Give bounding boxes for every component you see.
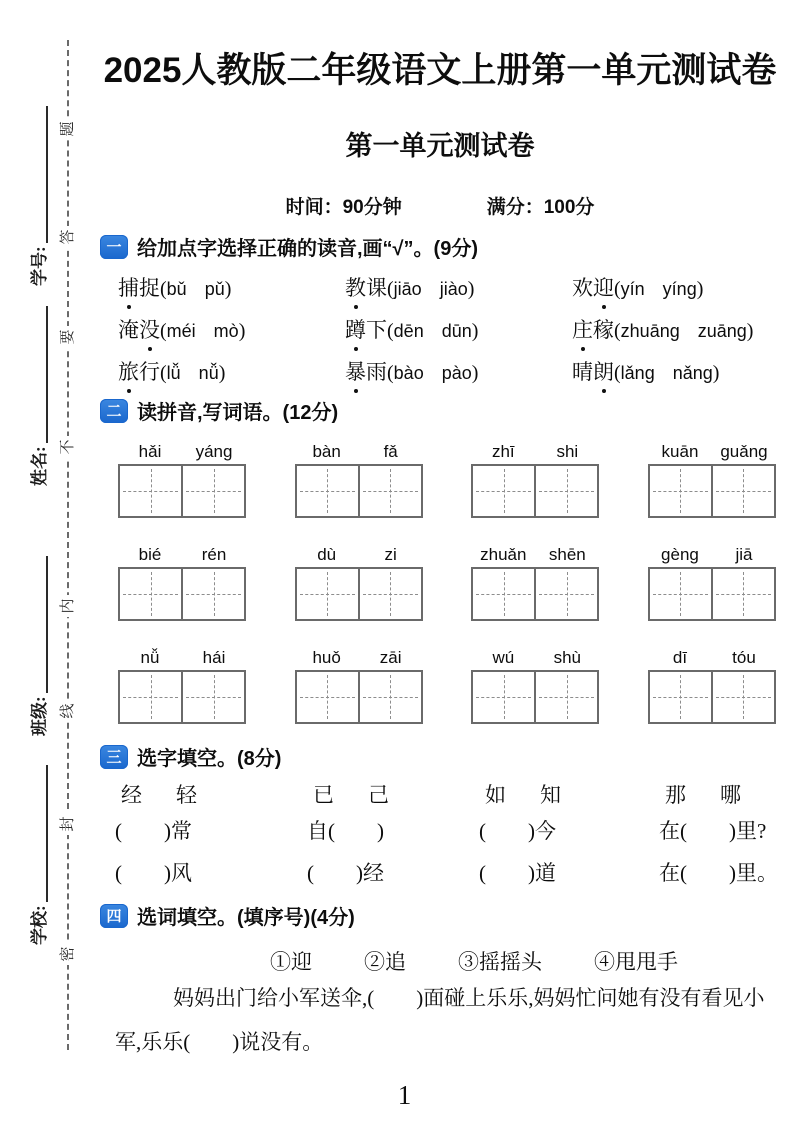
seal-line-char: 内 (57, 595, 79, 617)
writing-grid (118, 567, 246, 621)
pinyin-syllable: guǎng (720, 442, 768, 461)
pinyin-label (648, 648, 776, 668)
section-2-heading (100, 396, 338, 425)
seal-line-char: 要 (57, 326, 79, 348)
writing-cell (358, 466, 421, 516)
field-label: 姓名: (30, 446, 49, 486)
word-pronunciation-item (572, 272, 780, 302)
field-blank-line (42, 306, 48, 443)
choice-char: 哪 (720, 783, 741, 807)
pinyin-syllable: kuān (661, 442, 699, 461)
choice-char: 轻 (176, 783, 197, 807)
close-paren: ) (746, 320, 754, 342)
writing-grid-row (118, 442, 776, 518)
word-char: 晴 (572, 360, 593, 384)
pinyin-syllable: fǎ (383, 442, 398, 461)
pinyin-options: jiāo jiào (393, 279, 468, 299)
pinyin-syllable: rén (201, 545, 227, 564)
writing-grid (118, 670, 246, 724)
writing-grid (648, 464, 776, 518)
word-char: 迎 (593, 272, 614, 302)
seal-line-char: 线 (57, 700, 79, 722)
writing-cell (711, 672, 774, 722)
section-2-writing-grids (118, 442, 776, 751)
pinyin-syllable: bàn (312, 442, 341, 461)
writing-cell (358, 569, 421, 619)
section-1-title: 给加点字选择正确的读音,画“√”。(9分) (137, 238, 478, 260)
pinyin-label (648, 545, 776, 565)
field-label: 学号: (30, 246, 49, 286)
writing-cell (711, 466, 774, 516)
fill-blank: 在( )里? (659, 819, 767, 844)
section-4-options (115, 946, 795, 976)
word-char: 朗 (593, 356, 614, 386)
pinyin-syllable: hái (202, 648, 226, 667)
numbered-option: ①迎 (270, 950, 312, 974)
open-paren: ( (160, 362, 167, 384)
choice-chars (479, 784, 659, 807)
writing-cell (534, 569, 597, 619)
writing-cell (181, 466, 244, 516)
subtitle: 第一单元测试卷 (345, 131, 535, 161)
pinyin-options: lǎng nǎng (620, 363, 713, 383)
numbered-option: ④甩甩手 (594, 950, 678, 974)
pinyin-syllable: shi (556, 442, 579, 461)
choice-column (307, 784, 479, 903)
choice-char: 己 (368, 783, 389, 807)
open-paren: ( (614, 362, 621, 384)
section-1-items (118, 266, 780, 392)
target-word (572, 318, 614, 342)
fill-blank: ( )今 (479, 819, 556, 844)
choice-chars (659, 784, 783, 807)
writing-cell (650, 672, 711, 722)
pinyin-word-block (471, 648, 599, 724)
pinyin-options: méi mò (166, 321, 239, 341)
word-char: 捕 (118, 272, 139, 302)
target-word (345, 276, 387, 300)
writing-grid (295, 567, 423, 621)
open-paren: ( (160, 278, 167, 300)
page-title: 2025人教版二年级语文上册第一单元测试卷 (103, 51, 777, 90)
open-paren: ( (387, 362, 394, 384)
school-field (24, 765, 48, 945)
writing-cell (181, 672, 244, 722)
exam-info (96, 192, 784, 219)
writing-cell (534, 672, 597, 722)
pinyin-syllable: shēn (548, 545, 586, 564)
pinyin-syllable: huǒ (312, 648, 341, 667)
pinyin-label (295, 648, 423, 668)
pinyin-word-block (295, 442, 423, 518)
word-char: 蹲 (345, 314, 366, 344)
word-char: 欢 (572, 276, 593, 300)
choice-column (659, 784, 783, 903)
pinyin-syllable: dù (317, 545, 337, 564)
section-4-heading (100, 901, 355, 930)
close-paren: ) (238, 320, 246, 342)
pinyin-syllable: hǎi (138, 442, 162, 461)
writing-grid (648, 670, 776, 724)
word-pronunciation-item (118, 272, 345, 302)
word-pronunciation-item (572, 356, 780, 386)
choice-char: 经 (121, 783, 142, 807)
target-word (118, 360, 160, 384)
close-paren: ) (471, 320, 479, 342)
writing-grid (295, 464, 423, 518)
pinyin-label (118, 545, 246, 565)
pinyin-syllable: wú (492, 648, 515, 667)
word-char: 暴 (345, 356, 366, 386)
pinyin-options: lǚ nǚ (166, 363, 219, 383)
pinyin-syllable: zāi (379, 648, 402, 667)
seal-line-char: 封 (57, 813, 79, 835)
word-char: 雨 (366, 360, 387, 384)
section-3-columns (115, 784, 783, 903)
section-2-badge: 二 (100, 399, 128, 423)
word-char: 淹 (118, 318, 139, 342)
pinyin-label (118, 442, 246, 462)
section-3-badge: 三 (100, 745, 128, 769)
word-pronunciation-item (345, 314, 572, 344)
pinyin-word-block (471, 545, 599, 621)
pinyin-word-block (471, 442, 599, 518)
numbered-option: ②追 (364, 950, 406, 974)
word-pronunciation-item (572, 314, 780, 344)
writing-cell (297, 672, 358, 722)
class-field (24, 556, 48, 736)
pinyin-label (118, 648, 246, 668)
pinyin-label (471, 648, 599, 668)
pinyin-syllable: tóu (732, 648, 756, 667)
word-pronunciation-item (345, 356, 572, 386)
pinyin-syllable: dī (672, 648, 688, 667)
writing-cell (297, 569, 358, 619)
pinyin-syllable: gèng (661, 545, 699, 564)
time-label: 时间：90分钟 (285, 197, 402, 218)
pinyin-label (295, 442, 423, 462)
pinyin-label (295, 545, 423, 565)
pinyin-word-block (648, 545, 776, 621)
writing-cell (473, 672, 534, 722)
sentence-line: 军,乐乐( )说没有。 (115, 1030, 324, 1054)
numbered-option: ③摇摇头 (458, 950, 542, 974)
field-label: 班级: (30, 696, 49, 736)
pinyin-syllable: nǚ (140, 648, 160, 667)
pinyin-word-block (295, 545, 423, 621)
writing-cell (473, 466, 534, 516)
word-char: 没 (139, 314, 160, 344)
word-char: 庄 (572, 314, 593, 344)
close-paren: ) (224, 278, 232, 300)
fill-blank: ( )经 (307, 861, 384, 886)
pinyin-word-block (295, 648, 423, 724)
close-paren: ) (471, 362, 479, 384)
writing-cell (534, 466, 597, 516)
word-char: 下 (366, 318, 387, 342)
pinyin-label (471, 545, 599, 565)
pinyin-options: bào pào (393, 363, 472, 383)
field-blank-line (42, 556, 48, 693)
writing-cell (120, 466, 181, 516)
word-pronunciation-item (118, 356, 345, 386)
section-3-title: 选字填空。(8分) (137, 748, 282, 770)
writing-cell (358, 672, 421, 722)
open-paren: ( (387, 278, 394, 300)
field-blank-line (42, 106, 48, 243)
choice-char: 已 (313, 783, 334, 807)
section-1-heading (100, 232, 478, 261)
choice-char: 如 (485, 783, 506, 807)
seal-line-char: 不 (57, 436, 79, 458)
fill-blank: 在( )里。 (659, 861, 778, 886)
name-field (24, 306, 48, 486)
open-paren: ( (614, 278, 621, 300)
writing-grid-row (118, 648, 776, 724)
choice-column (479, 784, 659, 903)
field-label: 学校: (30, 905, 49, 945)
target-word (118, 318, 160, 342)
choice-char: 那 (665, 783, 686, 807)
target-word (572, 360, 614, 384)
word-char: 稼 (593, 318, 614, 342)
word-char: 旅 (118, 356, 139, 386)
word-char: 课 (366, 276, 387, 300)
pinyin-syllable: zi (384, 545, 397, 564)
writing-grid (471, 464, 599, 518)
writing-grid-row (118, 545, 776, 621)
choice-chars (307, 784, 479, 807)
word-char: 行 (139, 360, 160, 384)
fill-blank: ( )道 (479, 861, 556, 886)
section-4-badge: 四 (100, 904, 128, 928)
writing-cell (297, 466, 358, 516)
pinyin-label (648, 442, 776, 462)
pinyin-label (471, 442, 599, 462)
pinyin-syllable: bié (138, 545, 162, 564)
choice-chars (115, 784, 307, 807)
pinyin-syllable: shù (553, 648, 582, 667)
close-paren: ) (218, 362, 226, 384)
pinyin-syllable: jiā (735, 545, 753, 564)
seal-dashed-line (67, 40, 69, 1050)
word-pronunciation-item (118, 314, 345, 344)
writing-grid (118, 464, 246, 518)
fill-blank: ( )风 (115, 861, 192, 886)
open-paren: ( (160, 320, 167, 342)
writing-cell (473, 569, 534, 619)
seal-line-char: 题 (57, 118, 79, 140)
close-paren: ) (696, 278, 704, 300)
writing-grid (648, 567, 776, 621)
student-id-field (24, 106, 48, 286)
writing-cell (120, 569, 181, 619)
word-pronunciation-item (345, 272, 572, 302)
pinyin-word-block (648, 442, 776, 518)
pinyin-syllable: zhuǎn (480, 545, 527, 564)
seal-line-char: 密 (57, 943, 79, 965)
word-char: 捉 (139, 276, 160, 300)
score-label: 满分：100分 (486, 197, 595, 218)
pinyin-word-block (118, 545, 246, 621)
writing-grid (471, 567, 599, 621)
writing-grid (295, 670, 423, 724)
target-word (345, 318, 387, 342)
sentence-line: 妈妈出门给小军送伞,( )面碰上乐乐,妈妈忙问她有没有看见小 (173, 986, 765, 1010)
writing-cell (711, 569, 774, 619)
fill-blank: 自( ) (307, 819, 384, 844)
field-blank-line (42, 765, 48, 902)
open-paren: ( (387, 320, 394, 342)
writing-cell (650, 569, 711, 619)
writing-cell (650, 466, 711, 516)
pinyin-options: dēn dūn (393, 321, 472, 341)
close-paren: ) (467, 278, 475, 300)
close-paren: ) (712, 362, 720, 384)
fill-blank: ( )常 (115, 819, 192, 844)
section-4-title: 选词填空。(填序号)(4分) (137, 907, 355, 929)
pinyin-options: yín yíng (620, 279, 697, 299)
target-word (118, 276, 160, 300)
open-paren: ( (614, 320, 621, 342)
choice-column (115, 784, 307, 903)
writing-grid (471, 670, 599, 724)
writing-cell (181, 569, 244, 619)
page-number: 1 (397, 1080, 412, 1110)
section-1-badge: 一 (100, 235, 128, 259)
writing-cell (120, 672, 181, 722)
target-word (345, 360, 387, 384)
choice-char: 知 (540, 783, 561, 807)
pinyin-syllable: yáng (195, 442, 233, 461)
pinyin-syllable: zhī (491, 442, 515, 461)
target-word (572, 276, 614, 300)
pinyin-word-block (648, 648, 776, 724)
word-char: 教 (345, 272, 366, 302)
pinyin-word-block (118, 648, 246, 724)
seal-line-char: 答 (57, 226, 79, 248)
section-2-title: 读拼音,写词语。(12分) (137, 402, 339, 424)
pinyin-options: zhuāng zuāng (620, 321, 747, 341)
pinyin-word-block (118, 442, 246, 518)
pinyin-options: bǔ pǔ (166, 279, 225, 299)
